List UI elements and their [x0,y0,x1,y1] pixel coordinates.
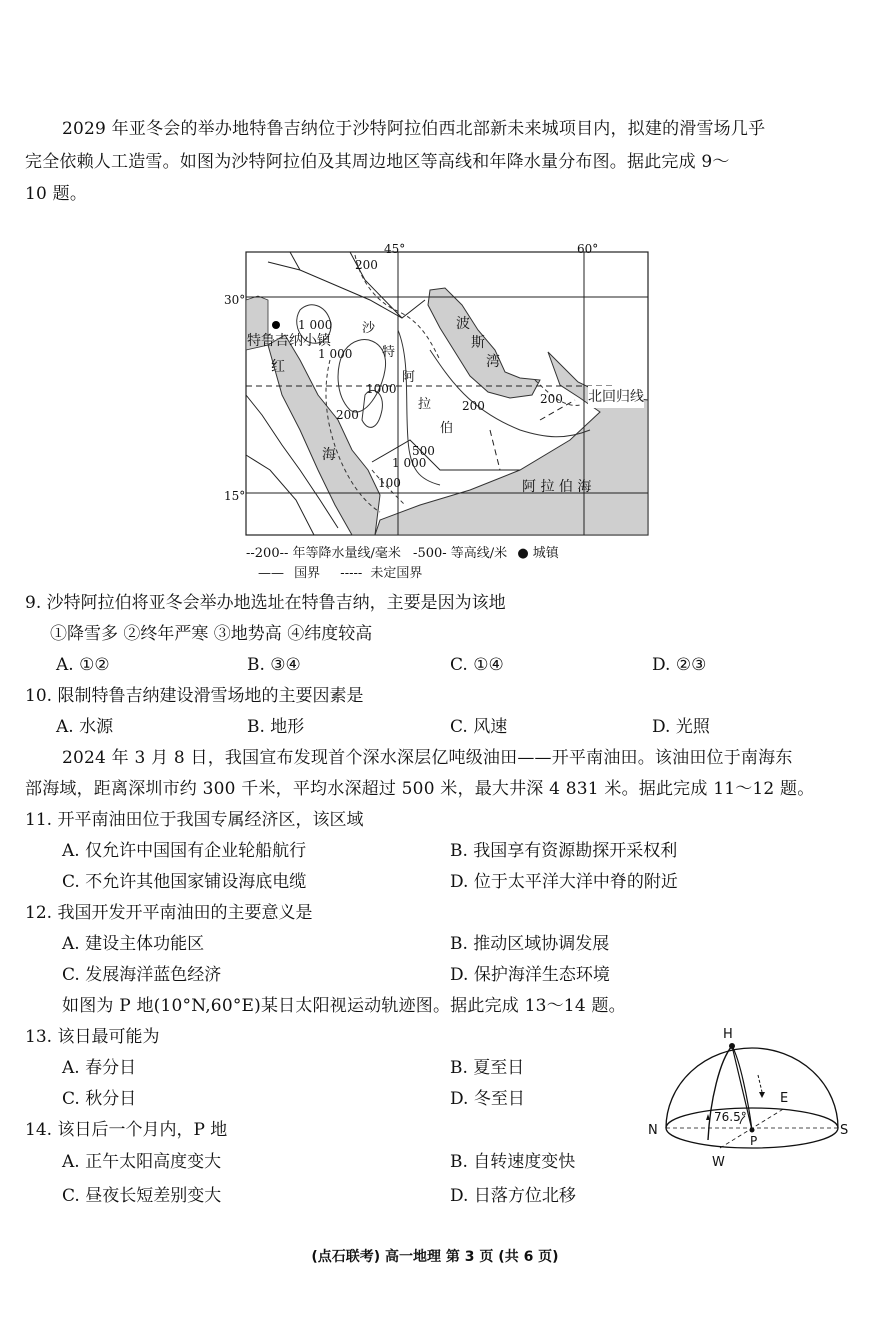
legend-contour: -500- 等高线/米 [413,546,508,561]
q12-stem: 12. 我国开发开平南油田的主要意义是 [25,903,313,923]
red-sea-label-1: 红 [271,359,285,375]
gulf-label-1: 波 [456,316,470,332]
intro1-line1: 2029 年亚冬会的举办地特鲁吉纳位于沙特阿拉伯西北部新未来城项目内，拟建的滑雪场几乎 [62,119,766,139]
q11-option-c: C. 不允许其他国家铺设海底电缆 [62,872,307,892]
q9-items: ①降雪多 ②终年严寒 ③地势高 ④纬度较高 [50,624,373,644]
saudi-label-1: 沙 [362,321,376,336]
contour-label-9: 1 000 [392,456,427,470]
q14-option-c: C. 昼夜长短差别变大 [62,1186,222,1206]
q9-option-d: D. ②③ [652,655,707,675]
lon-45-label: 45° [384,242,406,256]
contour-label-3: 1 000 [318,347,353,361]
legend-precip: --200-- 年等降水量线/毫米 [246,546,401,561]
intro3: 如图为 P 地(10°N,60°E)某日太阳视运动轨迹图。据此完成 13～14 题。 [62,996,626,1016]
legend-town-dot-icon: ● [517,546,529,561]
contour-label-5: 200 [336,408,359,422]
q13-option-c: C. 秋分日 [62,1089,137,1109]
page-footer: (点石联考) 高一地理 第 3 页 (共 6 页) [311,1249,559,1265]
legend-undetermined: 未定国界 [370,566,423,581]
legend-undetermined-line-icon: ----- [340,566,363,581]
q11-stem: 11. 开平南油田位于我国专属经济区，该区域 [25,810,364,830]
arabian-sea-label: 阿 拉 伯 海 [522,479,592,495]
contour-label-4: 1000 [366,382,397,396]
q9-option-b: B. ③④ [247,655,301,675]
q12-option-d: D. 保护海洋生态环境 [450,965,610,985]
red-sea-label-2: 海 [322,447,336,463]
legend-row1 [246,543,559,565]
saudi-label-2: 特 [382,345,396,360]
contour-label-1: 200 [355,258,378,272]
q14-stem: 14. 该日后一个月内，P 地 [25,1120,228,1140]
intro2-line1: 2024 年 3 月 8 日，我国宣布发现首个深水深层亿吨级油田——开平南油田。该油田位于南海东 [62,748,793,768]
q9-option-a: A. ①② [56,655,110,675]
q11-option-b: B. 我国享有资源勘探开采权利 [450,841,678,861]
q12-option-a: A. 建设主体功能区 [62,934,205,954]
q10-stem: 10. 限制特鲁吉纳建设滑雪场地的主要因素是 [25,686,364,706]
sun-path-diagram [640,1020,860,1180]
gulf-label-2: 斯 [471,335,485,351]
q14-option-b: B. 自转速度变快 [450,1152,576,1172]
sun-label-n: N [648,1123,658,1138]
lon-60-label: 60° [577,242,599,256]
q11-option-a: A. 仅允许中国国有企业轮船航行 [62,841,307,861]
intro1-line3: 10 题。 [25,184,88,204]
contour-label-2: 1 000 [298,318,333,332]
legend-border: 国界 [294,566,321,581]
q12-option-c: C. 发展海洋蓝色经济 [62,965,222,985]
sun-label-s: S [840,1123,849,1138]
sun-label-e: E [780,1091,789,1106]
sun-angle-label: 76.5° [714,1110,747,1124]
contour-label-8: 500 [412,444,435,458]
q14-option-d: D. 日落方位北移 [450,1186,576,1206]
gulf-label-3: 湾 [486,354,500,370]
intro2-line2: 部海域，距离深圳市约 300 千米，平均水深超过 500 米，最大井深 4 831 米。据此完成 11～12 题。 [25,779,815,799]
legend-border-line-icon: —— [258,566,284,581]
saudi-label-5: 伯 [440,421,454,436]
q13-stem: 13. 该日最可能为 [25,1027,160,1047]
q13-option-d: D. 冬至日 [450,1089,525,1109]
saudi-label-3: 阿 [402,370,416,385]
contour-label-7: 200 [540,392,563,406]
q9-option-c: C. ①④ [450,655,504,675]
town-label: 特鲁吉纳小镇 [247,333,331,349]
q10-option-a: A. 水源 [56,717,114,737]
sun-label-p: P [750,1134,758,1148]
lat-15-label: 15° [224,489,246,503]
q10-option-b: B. 地形 [247,717,305,737]
saudi-map [0,0,870,600]
q10-option-d: D. 光照 [652,717,710,737]
legend-row2 [258,563,422,585]
saudi-label-4: 拉 [418,397,432,412]
q14-option-a: A. 正午太阳高度变大 [62,1152,222,1172]
contour-label-10: 100 [378,476,401,490]
q9-stem: 9. 沙特阿拉伯将亚冬会举办地选址在特鲁吉纳，主要是因为该地 [25,593,506,613]
q11-option-d: D. 位于太平洋大洋中脊的附近 [450,872,678,892]
sun-label-w: W [712,1155,725,1170]
lat-30-label: 30° [224,293,246,307]
legend-town: 城镇 [532,546,559,561]
contour-label-6: 200 [462,399,485,413]
q10-option-c: C. 风速 [450,717,508,737]
q13-option-b: B. 夏至日 [450,1058,525,1078]
tropic-label: 北回归线 [588,386,644,408]
q12-option-b: B. 推动区域协调发展 [450,934,610,954]
q13-option-a: A. 春分日 [62,1058,137,1078]
sun-label-h: H [723,1027,733,1042]
intro1-line2: 完全依赖人工造雪。如图为沙特阿拉伯及其周边地区等高线和年降水量分布图。据此完成 9～ [25,152,730,172]
